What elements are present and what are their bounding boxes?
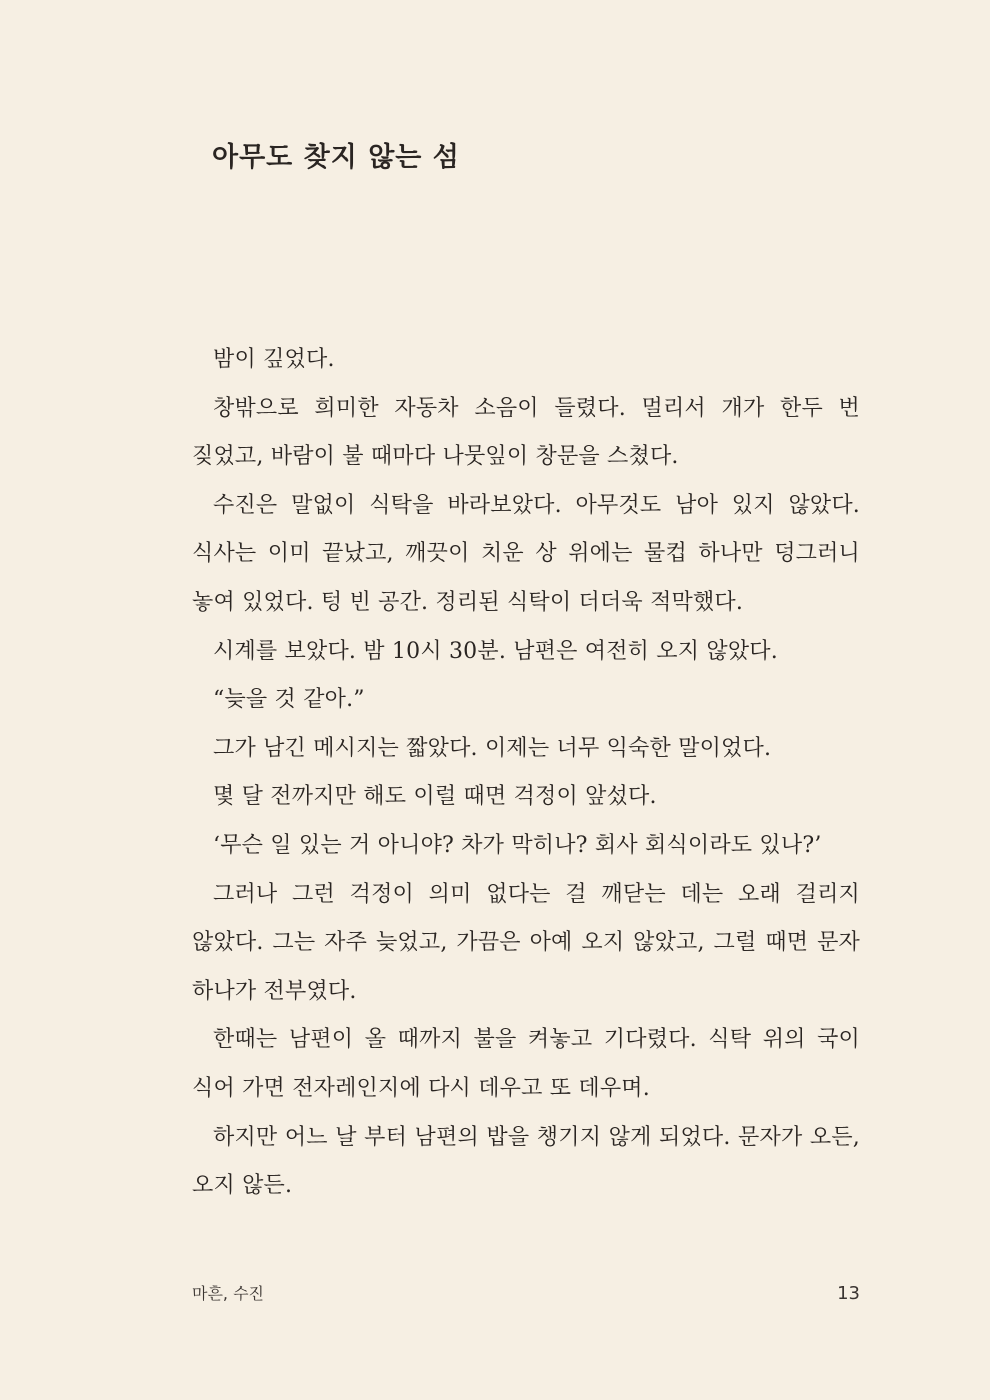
page-footer — [192, 1280, 860, 1308]
paragraph: 수진은 말없이 식탁을 바라보았다. 아무것도 남아 있지 않았다. 식사는 이미 끝났고, 깨끗이 치운 상 위에는 물컵 하나만 덩그러니 놓여 있었다. 텅 빈 공간. 정리된 식탁이 더더욱 적막했다. — [192, 492, 860, 615]
paragraph: 그러나 그런 걱정이 의미 없다는 걸 깨닫는 데는 오래 걸리지 않았다. 그는 자주 늦었고, 가끔은 아예 오지 않았고, 그럴 때면 문자 하나가 전부였다. — [192, 881, 860, 1004]
running-footer-author: 마흔, 수진 — [192, 1284, 264, 1303]
paragraph: 몇 달 전까지만 해도 이럴 때면 걱정이 앞섰다. — [213, 784, 657, 810]
paragraph: 밤이 깊었다. — [213, 347, 335, 372]
paragraph: 창밖으로 희미한 자동차 소음이 들렸다. 멀리서 개가 한두 번 짖었고, 바람이 불 때마다 나뭇잎이 창문을 스쳤다. — [192, 395, 860, 470]
chapter-title: 아무도 찾지 않는 섬 — [212, 142, 460, 173]
paragraph: 하지만 어느 날 부터 남편의 밥을 챙기지 않게 되었다. 문자가 오든, 오지 않든. — [192, 1124, 860, 1199]
paragraph: 한때는 남편이 올 때까지 불을 켜놓고 기다렸다. 식탁 위의 국이 식어 가면 전자레인지에 다시 데우고 또 데우며. — [192, 1027, 860, 1101]
paragraph: “늦을 것 같아.” — [213, 687, 365, 713]
page-number: 13 — [837, 1283, 860, 1304]
paragraph: ‘무슨 일 있는 거 아니야? 차가 막히나? 회사 회식이라도 있나?’ — [213, 832, 822, 858]
body-text — [192, 336, 860, 1211]
paragraph: 그가 남긴 메시지는 짧았다. 이제는 너무 익숙한 말이었다. — [213, 735, 772, 761]
paragraph: 시계를 보았다. 밤 10시 30분. 남편은 여전히 오지 않았다. — [213, 638, 778, 664]
